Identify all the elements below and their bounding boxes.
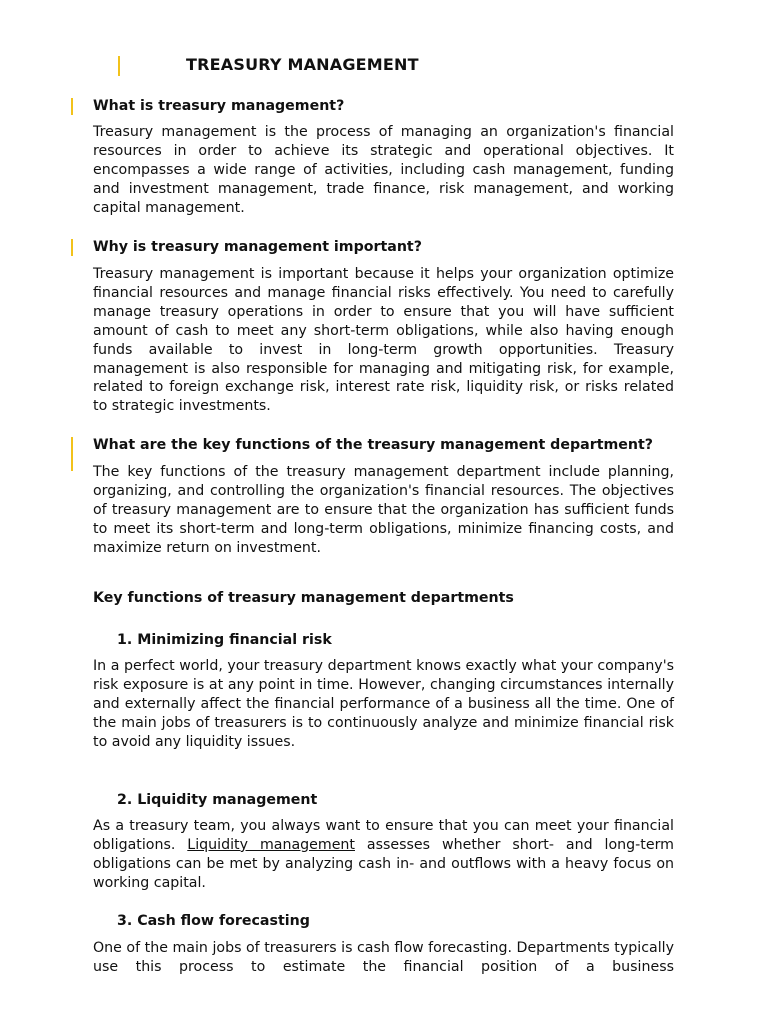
- section-body: Treasury management is the process of managing an organization's financial resources in order to achieve its strategic and operational objectives. It encompasses a wide range of activities, including cash management, funding and investment management, trade finance, risk management, and working capital management.: [93, 124, 674, 216]
- function-body-end: assesses whether short- and long-term obligations can be met by analyzing cash in- and outflows with a heavy focus on working capital.: [93, 836, 674, 891]
- section-accent-bar: [71, 239, 73, 256]
- title-accent-bar: [118, 56, 120, 76]
- function-title: 3. Cash flow forecasting: [117, 913, 310, 929]
- liquidity-management-link[interactable]: Liquidity management: [187, 836, 355, 853]
- section-body: The key functions of the treasury management department include planning, organizing, and controlling the organization's financial resources. The objectives of treasury management are to ensure that the organization has sufficient funds to meet its short-term and long-term obligations, minimize financing costs, and maximize return on investment.: [93, 464, 674, 556]
- section-why-important: [93, 239, 674, 416]
- section-heading: What are the key functions of the treasury management department?: [93, 437, 653, 453]
- section-what-is: [93, 98, 674, 218]
- function-title: 2. Liquidity management: [117, 792, 318, 808]
- key-functions-heading: Key functions of treasury management departments: [93, 590, 514, 606]
- function-title: 1. Minimizing financial risk: [117, 632, 332, 648]
- section-accent-bar: [71, 437, 73, 471]
- section-accent-bar: [71, 98, 73, 115]
- section-body: Treasury management is important because it helps your organization optimize financial resources and manage financial risks effectively. You need to carefully manage treasury operations in order to ensure that you will have sufficient amount of cash to meet any short-term obligations, while also having enough funds available to invest in long-term growth opportunities. Treasury management is also responsible for managing and mitigating risk, for example, related to foreign exchange risk, interest rate risk, liquidity risk, or risks related to strategic investments.: [93, 266, 674, 415]
- function-body: In a perfect world, your treasury department knows exactly what your company's risk exposure is at any point in time. However, changing circumstances internally and externally affect the financial performance of a business all the time. One of the main jobs of treasurers is to continuously analyze and minimize financial risk to avoid any liquidity issues.: [93, 658, 674, 750]
- function-body-start: As a treasury team, you always want to ensure that you can meet your financial obligations.: [93, 818, 674, 853]
- section-heading: Why is treasury management important?: [93, 239, 422, 255]
- section-heading: What is treasury management?: [93, 98, 345, 114]
- function-cash-flow: [93, 939, 674, 979]
- function-liquidity: [93, 817, 674, 893]
- function-body: [93, 817, 674, 893]
- section-key-functions: [93, 437, 674, 558]
- function-minimizing-risk: [93, 657, 674, 752]
- function-body: One of the main jobs of treasurers is cash flow forecasting. Departments typically use this process to estimate the financial position of a business: [93, 940, 674, 975]
- document-title: TREASURY MANAGEMENT: [186, 55, 419, 74]
